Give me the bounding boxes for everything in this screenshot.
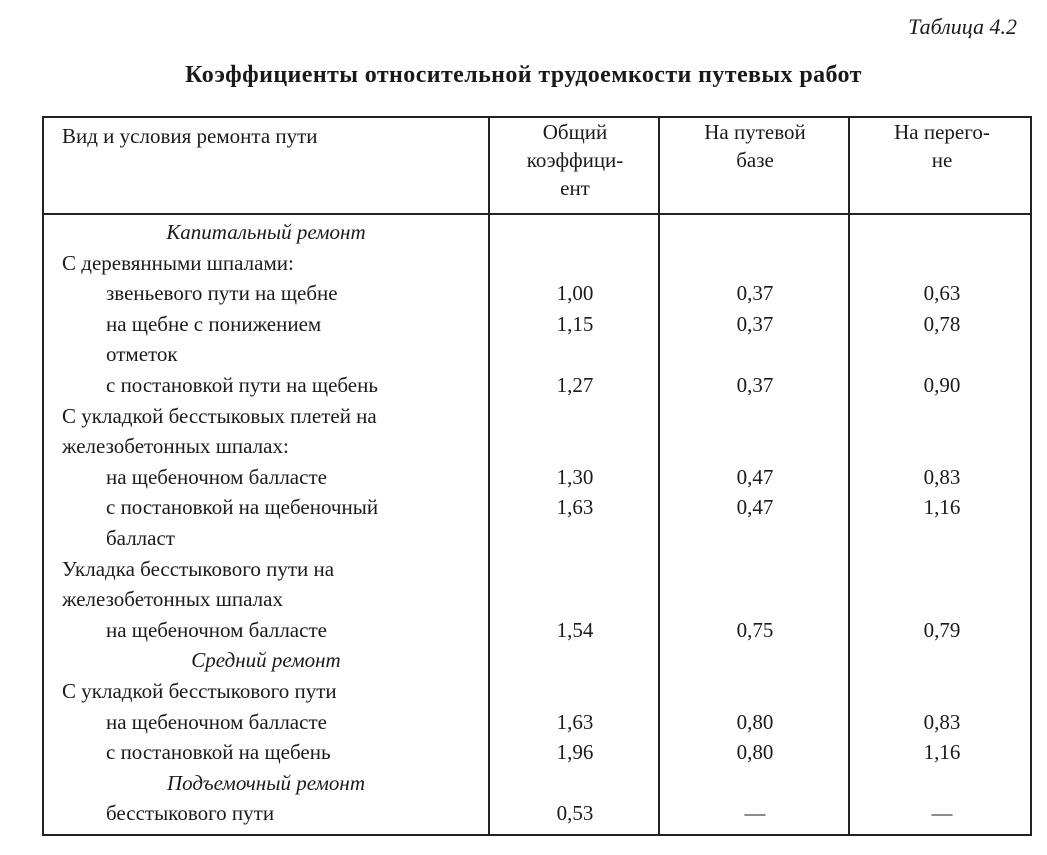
section-heading: Подъемочный ремонт bbox=[167, 770, 365, 795]
header-line: не bbox=[931, 148, 953, 172]
track-base-value: 0,80 bbox=[736, 709, 774, 734]
total-coefficient-value: 1,27 bbox=[556, 373, 594, 397]
table-row bbox=[44, 310, 1030, 338]
row-description: на щебеночном балласте bbox=[106, 709, 327, 734]
section-heading: Средний ремонт bbox=[191, 648, 341, 673]
table-row bbox=[44, 463, 1030, 491]
on-haul-value: — bbox=[931, 801, 953, 826]
track-base-value: 0,47 bbox=[736, 464, 774, 489]
total-coefficient-value: 1,00 bbox=[556, 281, 594, 306]
on-haul-value: 0,78 bbox=[923, 311, 961, 336]
track-base-value: 0,80 bbox=[736, 740, 774, 765]
row-description: балласт bbox=[106, 526, 175, 550]
table-row bbox=[44, 738, 1030, 766]
table-row bbox=[44, 708, 1030, 736]
on-haul-value: 1,16 bbox=[923, 740, 961, 765]
section-heading: Капитальный ремонт bbox=[166, 220, 366, 244]
table-row bbox=[44, 616, 1030, 644]
track-base-value: 0,75 bbox=[736, 617, 774, 642]
row-description: железобетонных шпалах bbox=[62, 587, 283, 612]
header-line: ент bbox=[560, 176, 590, 200]
row-description: на щебеночном балласте bbox=[106, 617, 327, 642]
row-description: железобетонных шпалах: bbox=[62, 434, 289, 459]
header-repair-type: Вид и условия ремонта пути bbox=[62, 124, 318, 148]
header-track-base bbox=[660, 118, 850, 174]
row-description: С деревянными шпалами: bbox=[62, 250, 294, 275]
row-description: с постановкой на щебень bbox=[106, 740, 331, 765]
header-line: На путевой bbox=[704, 120, 806, 144]
track-base-value: — bbox=[744, 801, 766, 826]
table-title: Коэффициенты относительной трудоемкости путевых работ bbox=[185, 62, 862, 88]
row-description: с постановкой пути на щебень bbox=[106, 373, 378, 397]
table-row bbox=[44, 218, 1030, 246]
header-line: базе bbox=[736, 148, 774, 172]
row-description: звеньевого пути на щебне bbox=[106, 281, 338, 306]
track-base-value: 0,47 bbox=[736, 495, 774, 520]
on-haul-value: 1,16 bbox=[923, 495, 961, 520]
table-row bbox=[44, 524, 1030, 552]
total-coefficient-value: 1,63 bbox=[556, 495, 594, 520]
track-base-value: 0,37 bbox=[736, 373, 774, 397]
row-description: отметок bbox=[106, 342, 178, 367]
on-haul-value: 0,83 bbox=[923, 464, 961, 489]
total-coefficient-value: 1,30 bbox=[556, 464, 594, 489]
header-on-haul bbox=[850, 118, 1034, 174]
table-row bbox=[44, 340, 1030, 368]
table-row bbox=[44, 279, 1030, 307]
header-line: Общий bbox=[542, 120, 608, 144]
table-row bbox=[44, 493, 1030, 521]
table-row bbox=[44, 769, 1030, 797]
total-coefficient-value: 0,53 bbox=[556, 801, 594, 826]
on-haul-value: 0,83 bbox=[923, 709, 961, 734]
table-row bbox=[44, 371, 1030, 399]
on-haul-value: 0,63 bbox=[923, 281, 961, 306]
row-description: бесстыкового пути bbox=[106, 801, 275, 826]
header-total-coefficient bbox=[490, 118, 660, 202]
row-description: С укладкой бесстыкового пути bbox=[62, 679, 337, 703]
track-base-value: 0,37 bbox=[736, 311, 774, 336]
header-line: коэффици- bbox=[526, 148, 624, 172]
on-haul-value: 0,90 bbox=[923, 373, 961, 397]
table-row bbox=[44, 585, 1030, 613]
table-row bbox=[44, 432, 1030, 460]
table-row bbox=[44, 402, 1030, 430]
row-description: на щебне с понижением bbox=[106, 311, 322, 336]
table-row bbox=[44, 646, 1030, 674]
row-description: с постановкой на щебеночный bbox=[106, 495, 379, 520]
table-row bbox=[44, 249, 1030, 277]
total-coefficient-value: 1,54 bbox=[556, 617, 594, 642]
total-coefficient-value: 1,96 bbox=[556, 740, 594, 765]
header-divider bbox=[44, 213, 1030, 215]
coefficients-table bbox=[42, 116, 1032, 836]
table-row bbox=[44, 677, 1030, 705]
row-description: С укладкой бесстыковых плетей на bbox=[62, 403, 377, 428]
table-row bbox=[44, 555, 1030, 583]
total-coefficient-value: 1,15 bbox=[556, 311, 594, 336]
total-coefficient-value: 1,63 bbox=[556, 709, 594, 734]
track-base-value: 0,37 bbox=[736, 281, 774, 306]
row-description: Укладка бесстыкового пути на bbox=[62, 556, 335, 581]
header-line: На перего- bbox=[894, 120, 990, 144]
table-number: Таблица 4.2 bbox=[908, 14, 1017, 39]
row-description: на щебеночном балласте bbox=[106, 464, 327, 489]
on-haul-value: 0,79 bbox=[923, 617, 961, 642]
table-row bbox=[44, 799, 1030, 827]
